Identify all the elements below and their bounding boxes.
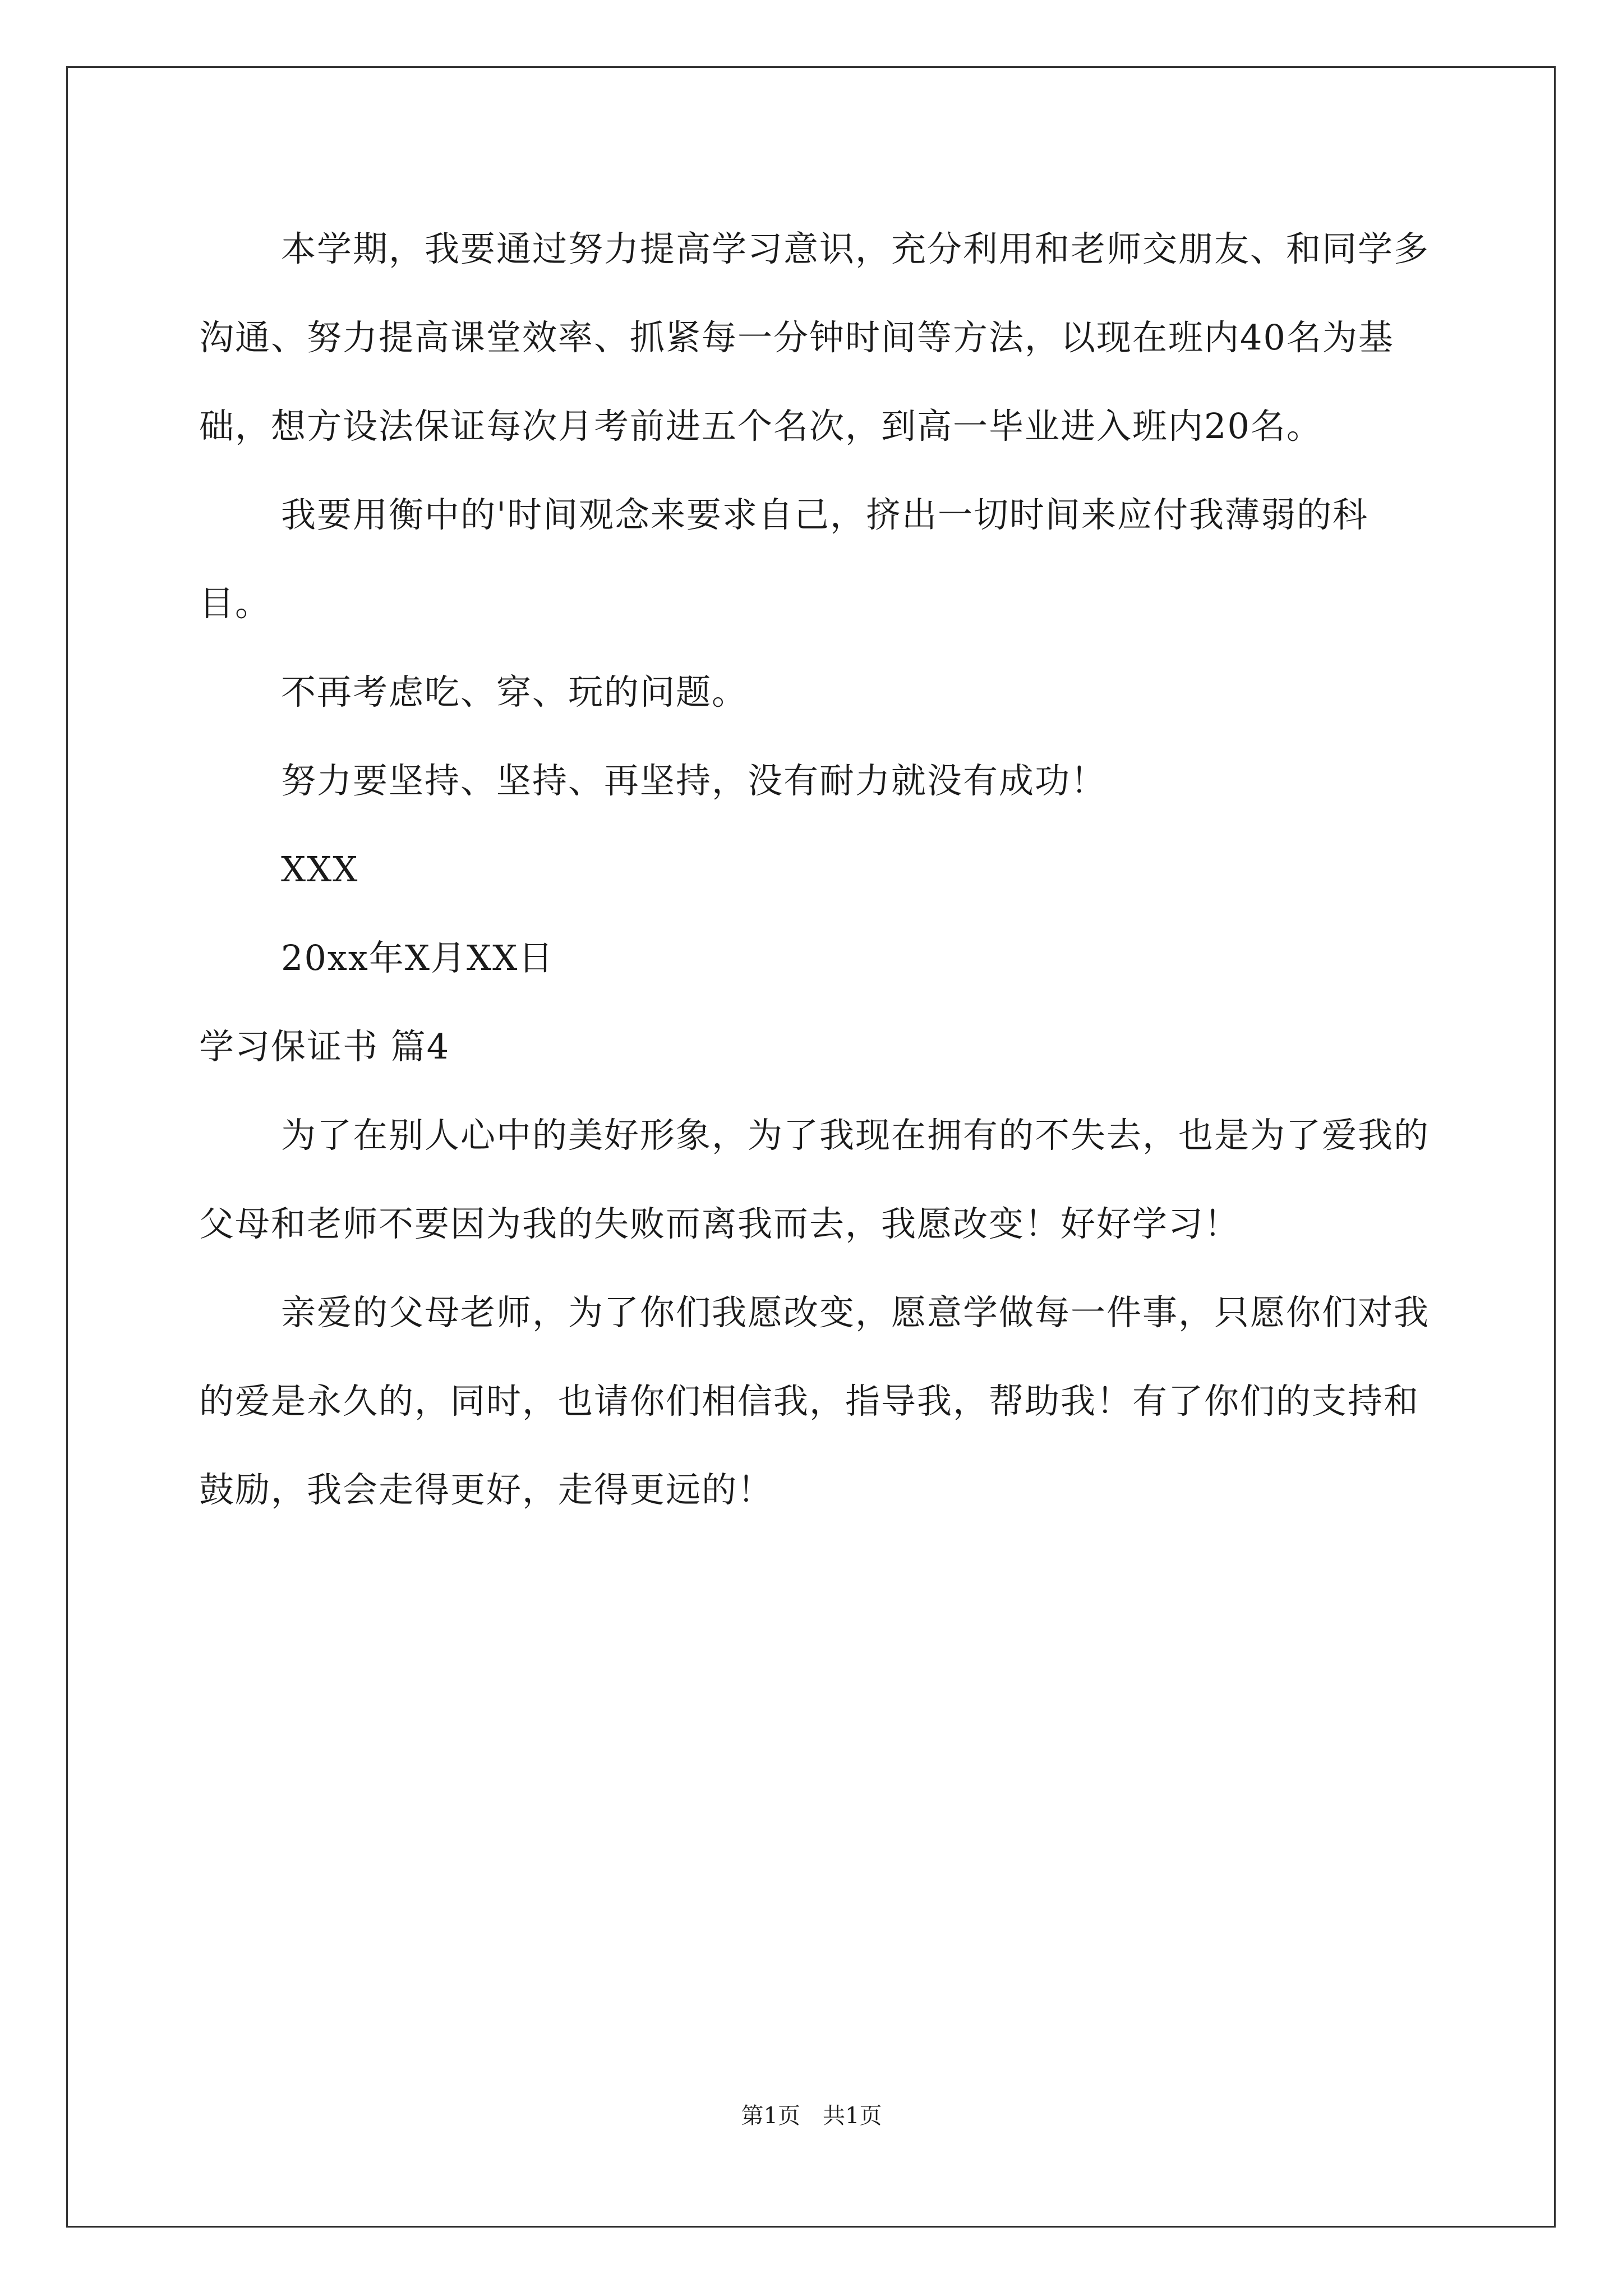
- paragraph-willing-change: 为了在别人心中的美好形象，为了我现在拥有的不失去，也是为了爱我的父母和老师不要因为我的失败而离我而去，我愿改变！好好学习！: [199, 1115, 1430, 1244]
- paragraph-dear-parents: 亲爱的父母老师，为了你们我愿改变，愿意学做每一件事，只愿你们对我的爱是永久的，同时，也请你们相信我，指导我，帮助我！有了你们的支持和鼓励，我会走得更好，走得更远的！: [199, 1292, 1430, 1510]
- signature-date: 20xx年X月XX日: [281, 937, 555, 978]
- paragraph-time-concept: 我要用衡中的'时间观念来要求自己，挤出一切时间来应付我薄弱的科目。: [199, 494, 1369, 624]
- section-heading: 学习保证书 篇4: [199, 1026, 450, 1067]
- signature-name: XXX: [281, 849, 359, 890]
- paragraph-no-distraction: 不再考虑吃、穿、玩的问题。: [281, 671, 748, 712]
- paragraph-persistence: 努力要坚持、坚持、再坚持，没有耐力就没有成功！: [281, 760, 1107, 801]
- document-body: [199, 205, 1433, 1534]
- paragraph-study-goal: 本学期，我要通过努力提高学习意识，充分利用和老师交朋友、和同学多沟通、努力提高课堂效率、抓紧每一分钟时间等方法，以现在班内40名为基础，想方设法保证每次月考前进五个名次，到高一毕业进入班内20名。: [199, 228, 1430, 447]
- page-number-footer: 第1页 共1页: [741, 2103, 882, 2129]
